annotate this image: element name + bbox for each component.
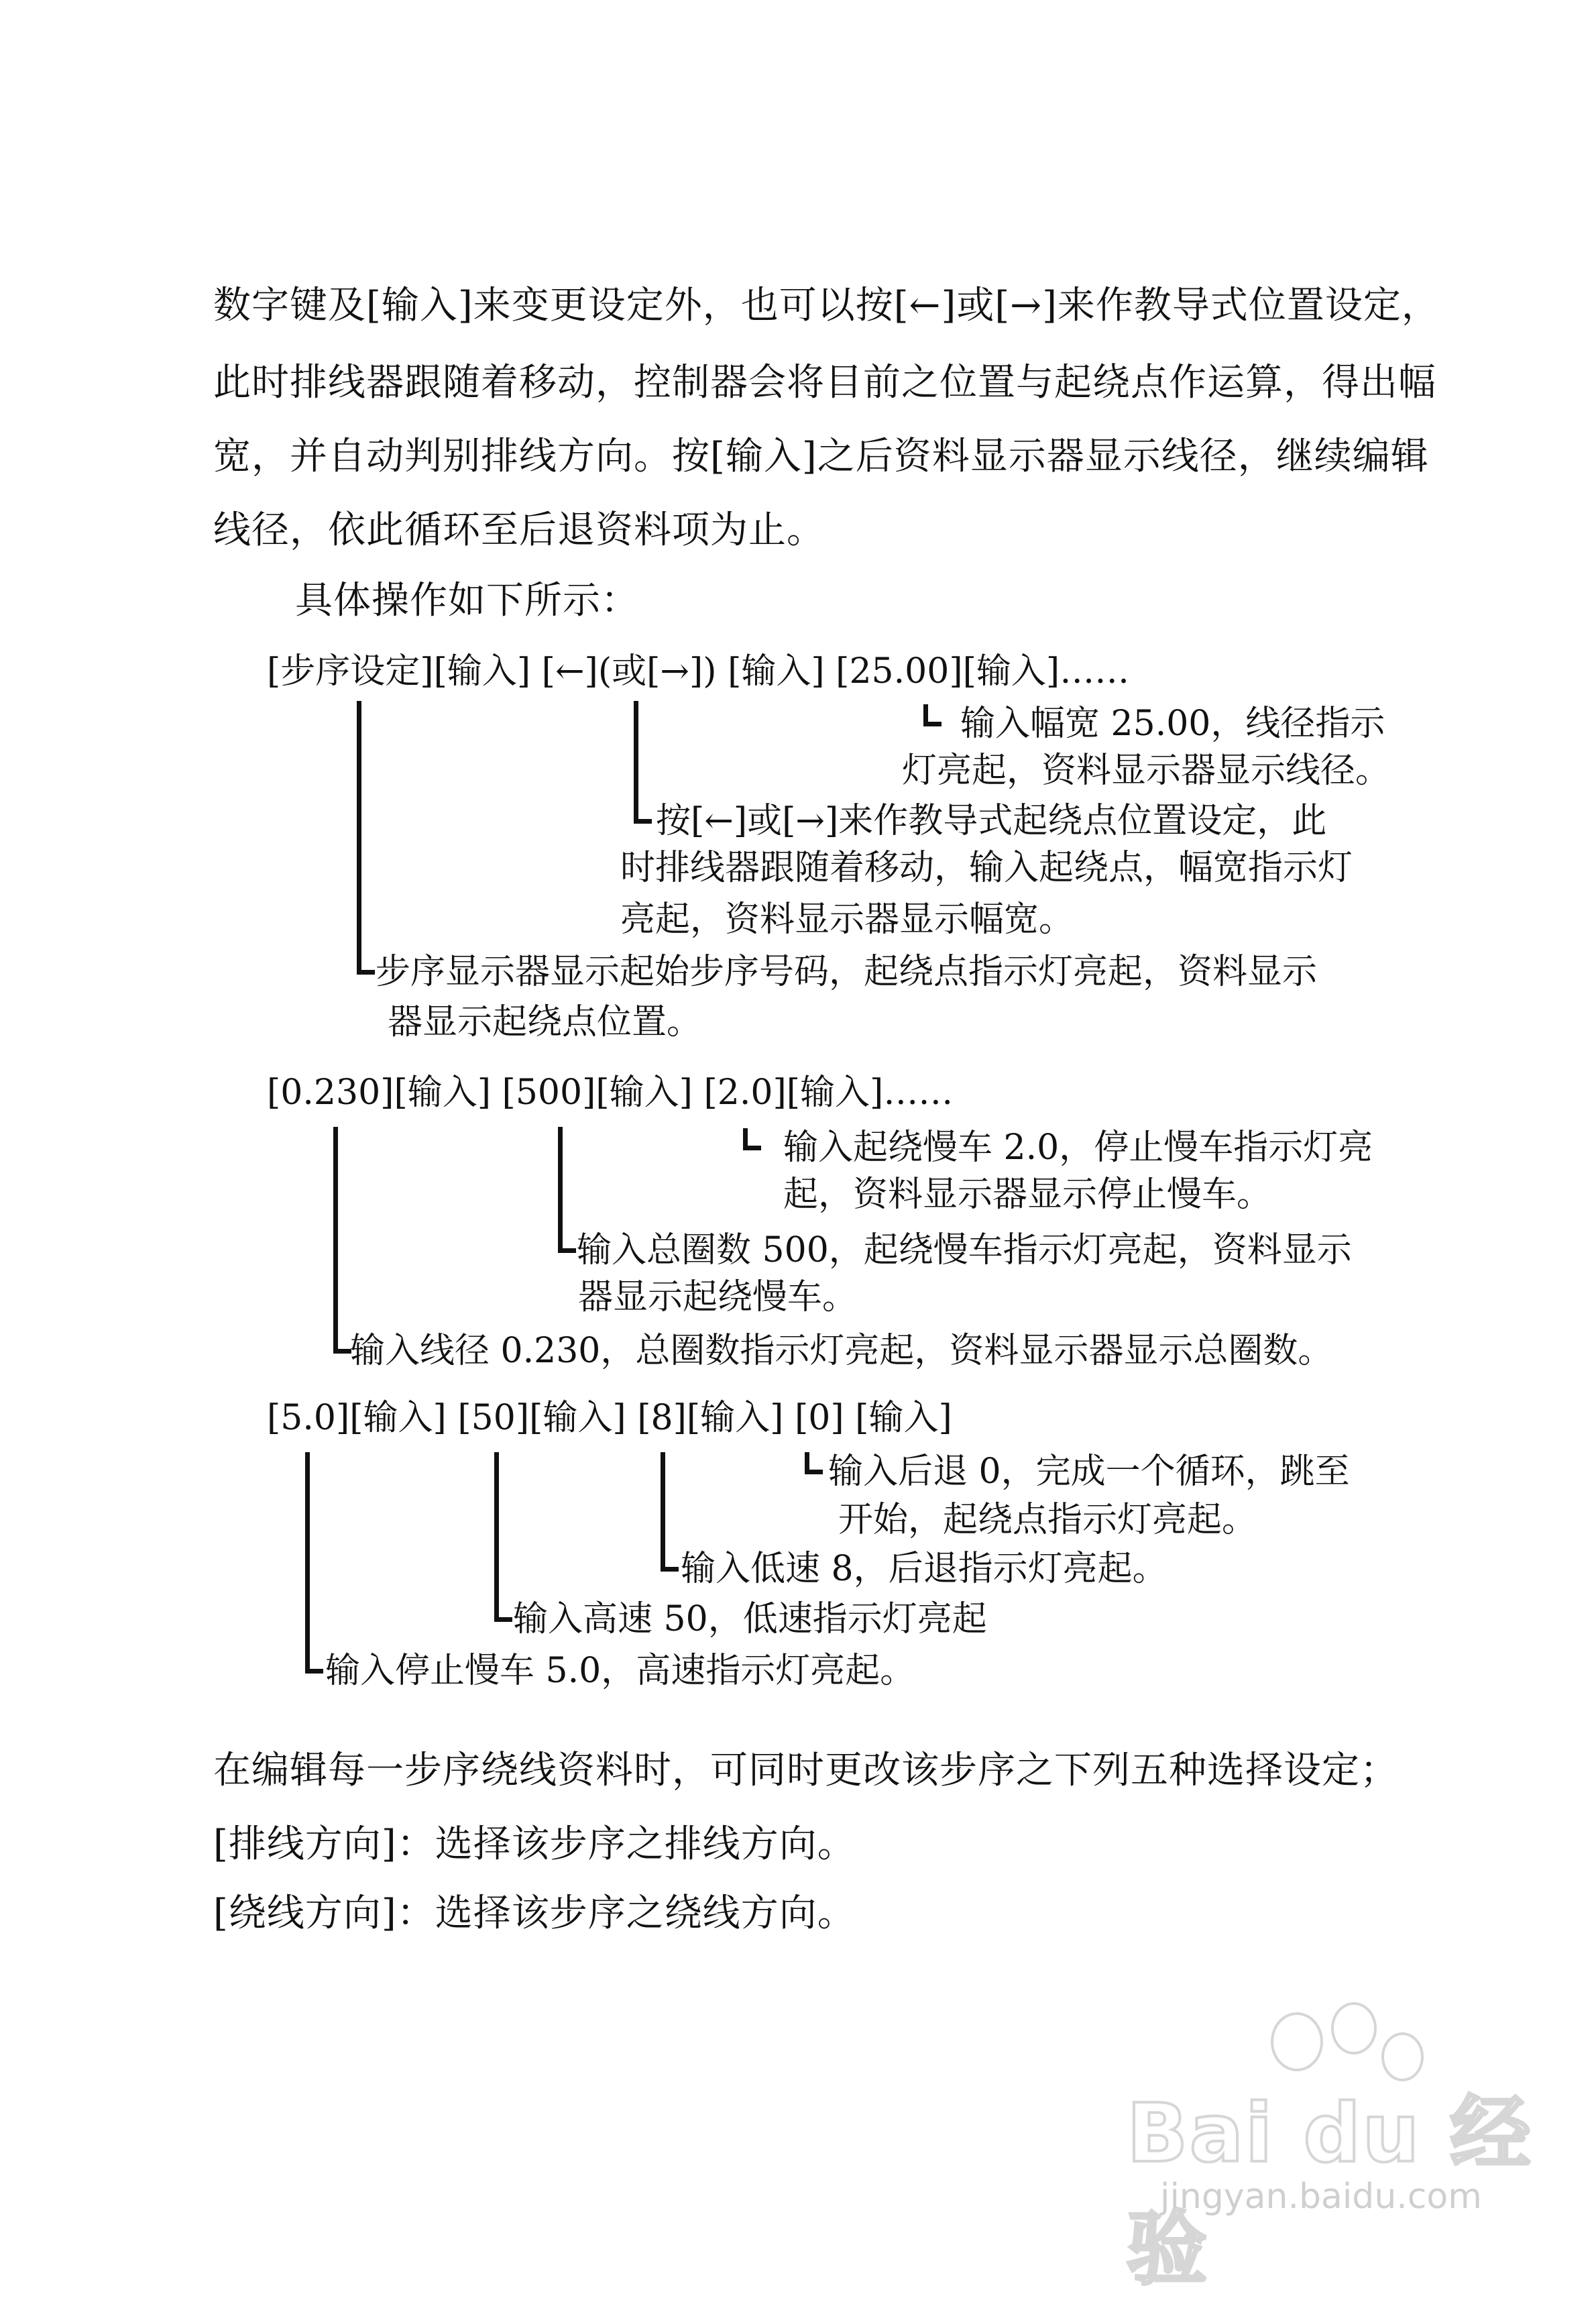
outro-line-2: [排线方向]：选择该步序之排线方向。 [213, 1822, 856, 1866]
diagram-1-note-c-2: 灯亮起，资料显示器显示线径。 [902, 751, 1391, 791]
diagram-2-note-c-2: 起，资料显示器显示停止慢车。 [783, 1174, 1272, 1215]
diagram-3-note-c: 输入低速 8，后退指示灯亮起。 [681, 1549, 1167, 1589]
connector-elbow [305, 1651, 323, 1674]
diagram-3-note-d-1: 输入后退 0，完成一个循环，跳至 [828, 1452, 1350, 1492]
paw-icon [1271, 2012, 1323, 2071]
intro-line-1: 数字键及[输入]来变更设定外，也可以按[←]或[→]来作教导式位置设定， [213, 284, 1440, 327]
diagram-3-keys: [5.0][输入] [50][输入] [8][输入] [0] [输入] [267, 1398, 952, 1438]
connector-line [305, 1452, 310, 1667]
diagram-1-note-a-2: 器显示起绕点位置。 [388, 1002, 702, 1042]
connector-line [494, 1452, 499, 1613]
connector-line [634, 701, 638, 808]
diagram-1-note-a-1: 步序显示器显示起始步序号码，起绕点指示灯亮起，资料显示 [376, 952, 1318, 992]
connector-line [357, 701, 361, 969]
outro-line-3: [绕线方向]：选择该步序之绕线方向。 [213, 1892, 856, 1935]
lead-text: 具体操作如下所示： [295, 579, 639, 622]
connector-elbow [634, 802, 652, 824]
diagram-1-note-b-3: 亮起，资料显示器显示幅宽。 [620, 899, 1074, 940]
intro-line-3: 宽，并自动判别排线方向。按[输入]之后资料显示器显示线径，继续编辑 [213, 435, 1429, 478]
outro-line-1: 在编辑每一步序绕线资料时，可同时更改该步序之下列五种选择设定； [213, 1749, 1398, 1792]
diagram-1-keys: [步序设定][输入] [←](或[→]) [输入] [25.00][输入]…… [267, 651, 1130, 692]
diagram-2-note-a: 输入线径 0.230，总圈数指示灯亮起，资料显示器显示总圈数。 [350, 1331, 1333, 1371]
diagram-2-note-c-1: 输入起绕慢车 2.0，停止慢车指示灯亮 [783, 1128, 1373, 1168]
connector-elbow [333, 1331, 351, 1354]
connector-line [333, 1127, 338, 1341]
connector-elbow [494, 1600, 512, 1622]
diagram-3-note-a: 输入停止慢车 5.0，高速指示灯亮起。 [325, 1651, 915, 1691]
watermark-url: jingyan.baidu.com [1160, 2177, 1482, 2217]
connector-elbow [357, 952, 375, 975]
diagram-3-note-b: 输入高速 50，低速指示灯亮起 [513, 1599, 987, 1639]
diagram-3-note-d-2: 开始，起绕点指示灯亮起。 [838, 1500, 1257, 1540]
diagram-1-note-b-1: 按[←]或[→]来作教导式起绕点位置设定，此 [656, 801, 1327, 841]
connector-line [558, 1127, 563, 1234]
connector-elbow [661, 1549, 679, 1572]
connector-elbow [805, 1452, 823, 1474]
paw-icon [1331, 2002, 1377, 2055]
intro-line-4: 线径，依此循环至后退资料项为止。 [213, 508, 825, 552]
diagram-2-note-b-1: 输入总圈数 500，起绕慢车指示灯亮起，资料显示 [577, 1230, 1352, 1270]
connector-elbow [743, 1128, 761, 1150]
diagram-2-note-b-2: 器显示起绕慢车。 [578, 1277, 858, 1317]
watermark-logo: Bai du 经验 [1127, 2087, 1532, 2296]
intro-line-2: 此时排线器跟随着移动，控制器会将目前之位置与起绕点作运算，得出幅 [213, 361, 1436, 404]
diagram-1-note-c-1: 输入幅宽 25.00，线径指示 [960, 704, 1385, 744]
connector-elbow [558, 1231, 576, 1253]
diagram-2-keys: [0.230][输入] [500][输入] [2.0][输入]…… [267, 1073, 954, 1113]
diagram-1-note-b-2: 时排线器跟随着移动，输入起绕点，幅宽指示灯 [620, 848, 1353, 888]
connector-elbow [923, 704, 942, 726]
